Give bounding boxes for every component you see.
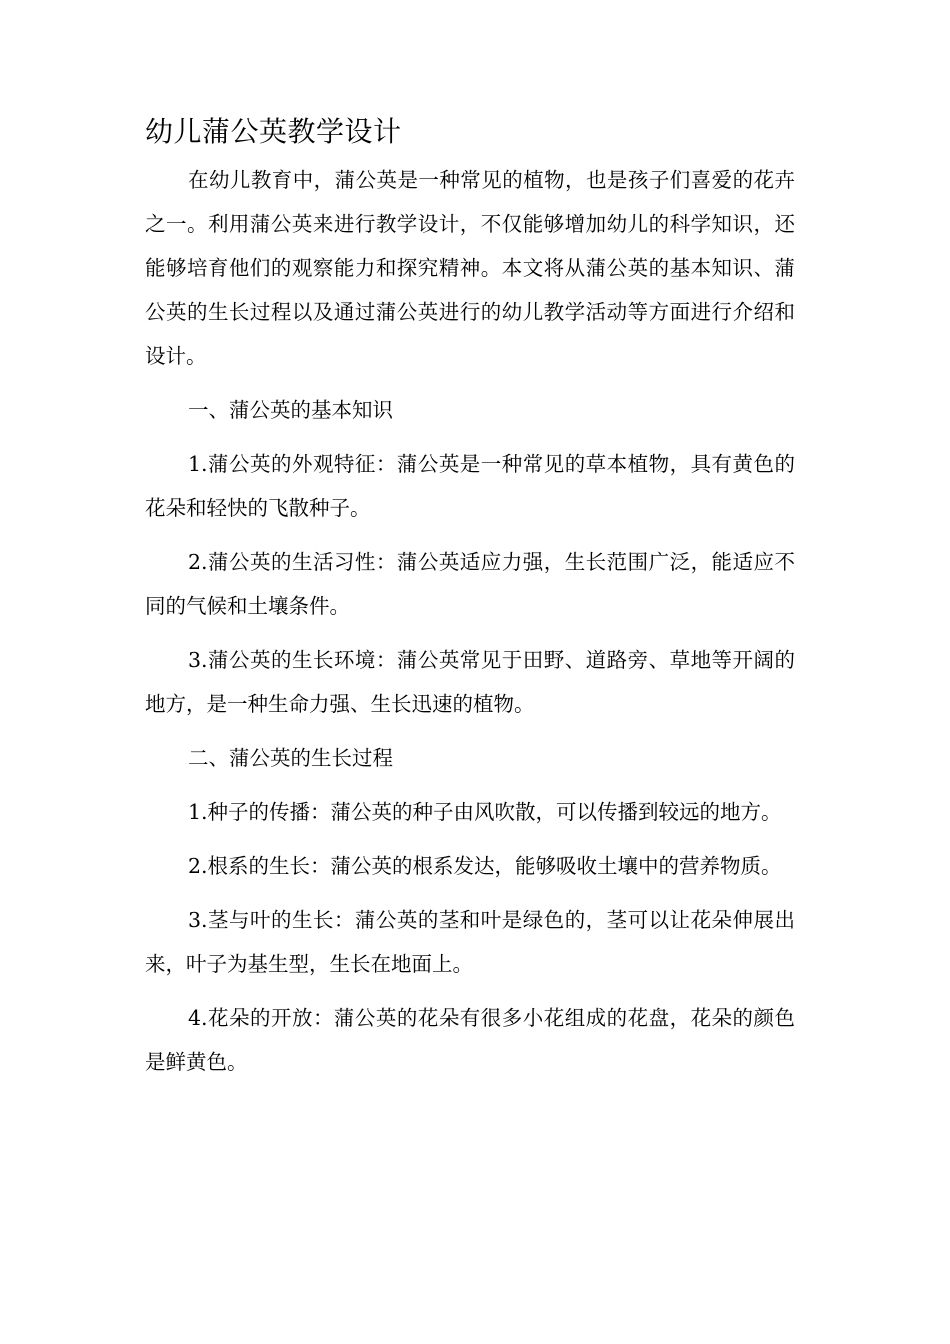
paragraph-environment: 3.蒲公英的生长环境：蒲公英常见于田野、道路旁、草地等开阔的地方，是一种生命力强、生长迅速的植物。 xyxy=(145,648,795,716)
paragraph-root-growth: 2.根系的生长：蒲公英的根系发达，能够吸收土壤中的营养物质。 xyxy=(188,854,782,878)
document-page xyxy=(145,112,795,1094)
document-title: 幼儿蒲公英教学设计 xyxy=(145,115,402,148)
paragraph-flower-blooming: 4.花朵的开放：蒲公英的花朵有很多小花组成的花盘，花朵的颜色是鲜黄色。 xyxy=(145,1006,795,1074)
paragraph-habits: 2.蒲公英的生活习性：蒲公英适应力强，生长范围广泛，能适应不同的气候和土壤条件。 xyxy=(145,550,795,618)
section-heading-growth-process: 二、蒲公英的生长过程 xyxy=(188,746,393,770)
paragraph-appearance: 1.蒲公英的外观特征：蒲公英是一种常见的草本植物，具有黄色的花朵和轻快的飞散种子。 xyxy=(145,452,795,520)
paragraph-intro: 在幼儿教育中，蒲公英是一种常见的植物，也是孩子们喜爱的花卉之一。利用蒲公英来进行教学设计，不仅能够增加幼儿的科学知识，还能够培育他们的观察能力和探究精神。本文将从蒲公英的基本知识、蒲公英的生长过程以及通过蒲公英进行的幼儿教学活动等方面进行介绍和设计。 xyxy=(145,168,795,368)
section-heading-basic-knowledge: 一、蒲公英的基本知识 xyxy=(188,398,393,422)
paragraph-seed-spread: 1.种子的传播：蒲公英的种子由风吹散，可以传播到较远的地方。 xyxy=(188,800,782,824)
paragraph-stem-leaf-growth: 3.茎与叶的生长：蒲公英的茎和叶是绿色的，茎可以让花朵伸展出来，叶子为基生型，生长在地面上。 xyxy=(145,908,795,976)
